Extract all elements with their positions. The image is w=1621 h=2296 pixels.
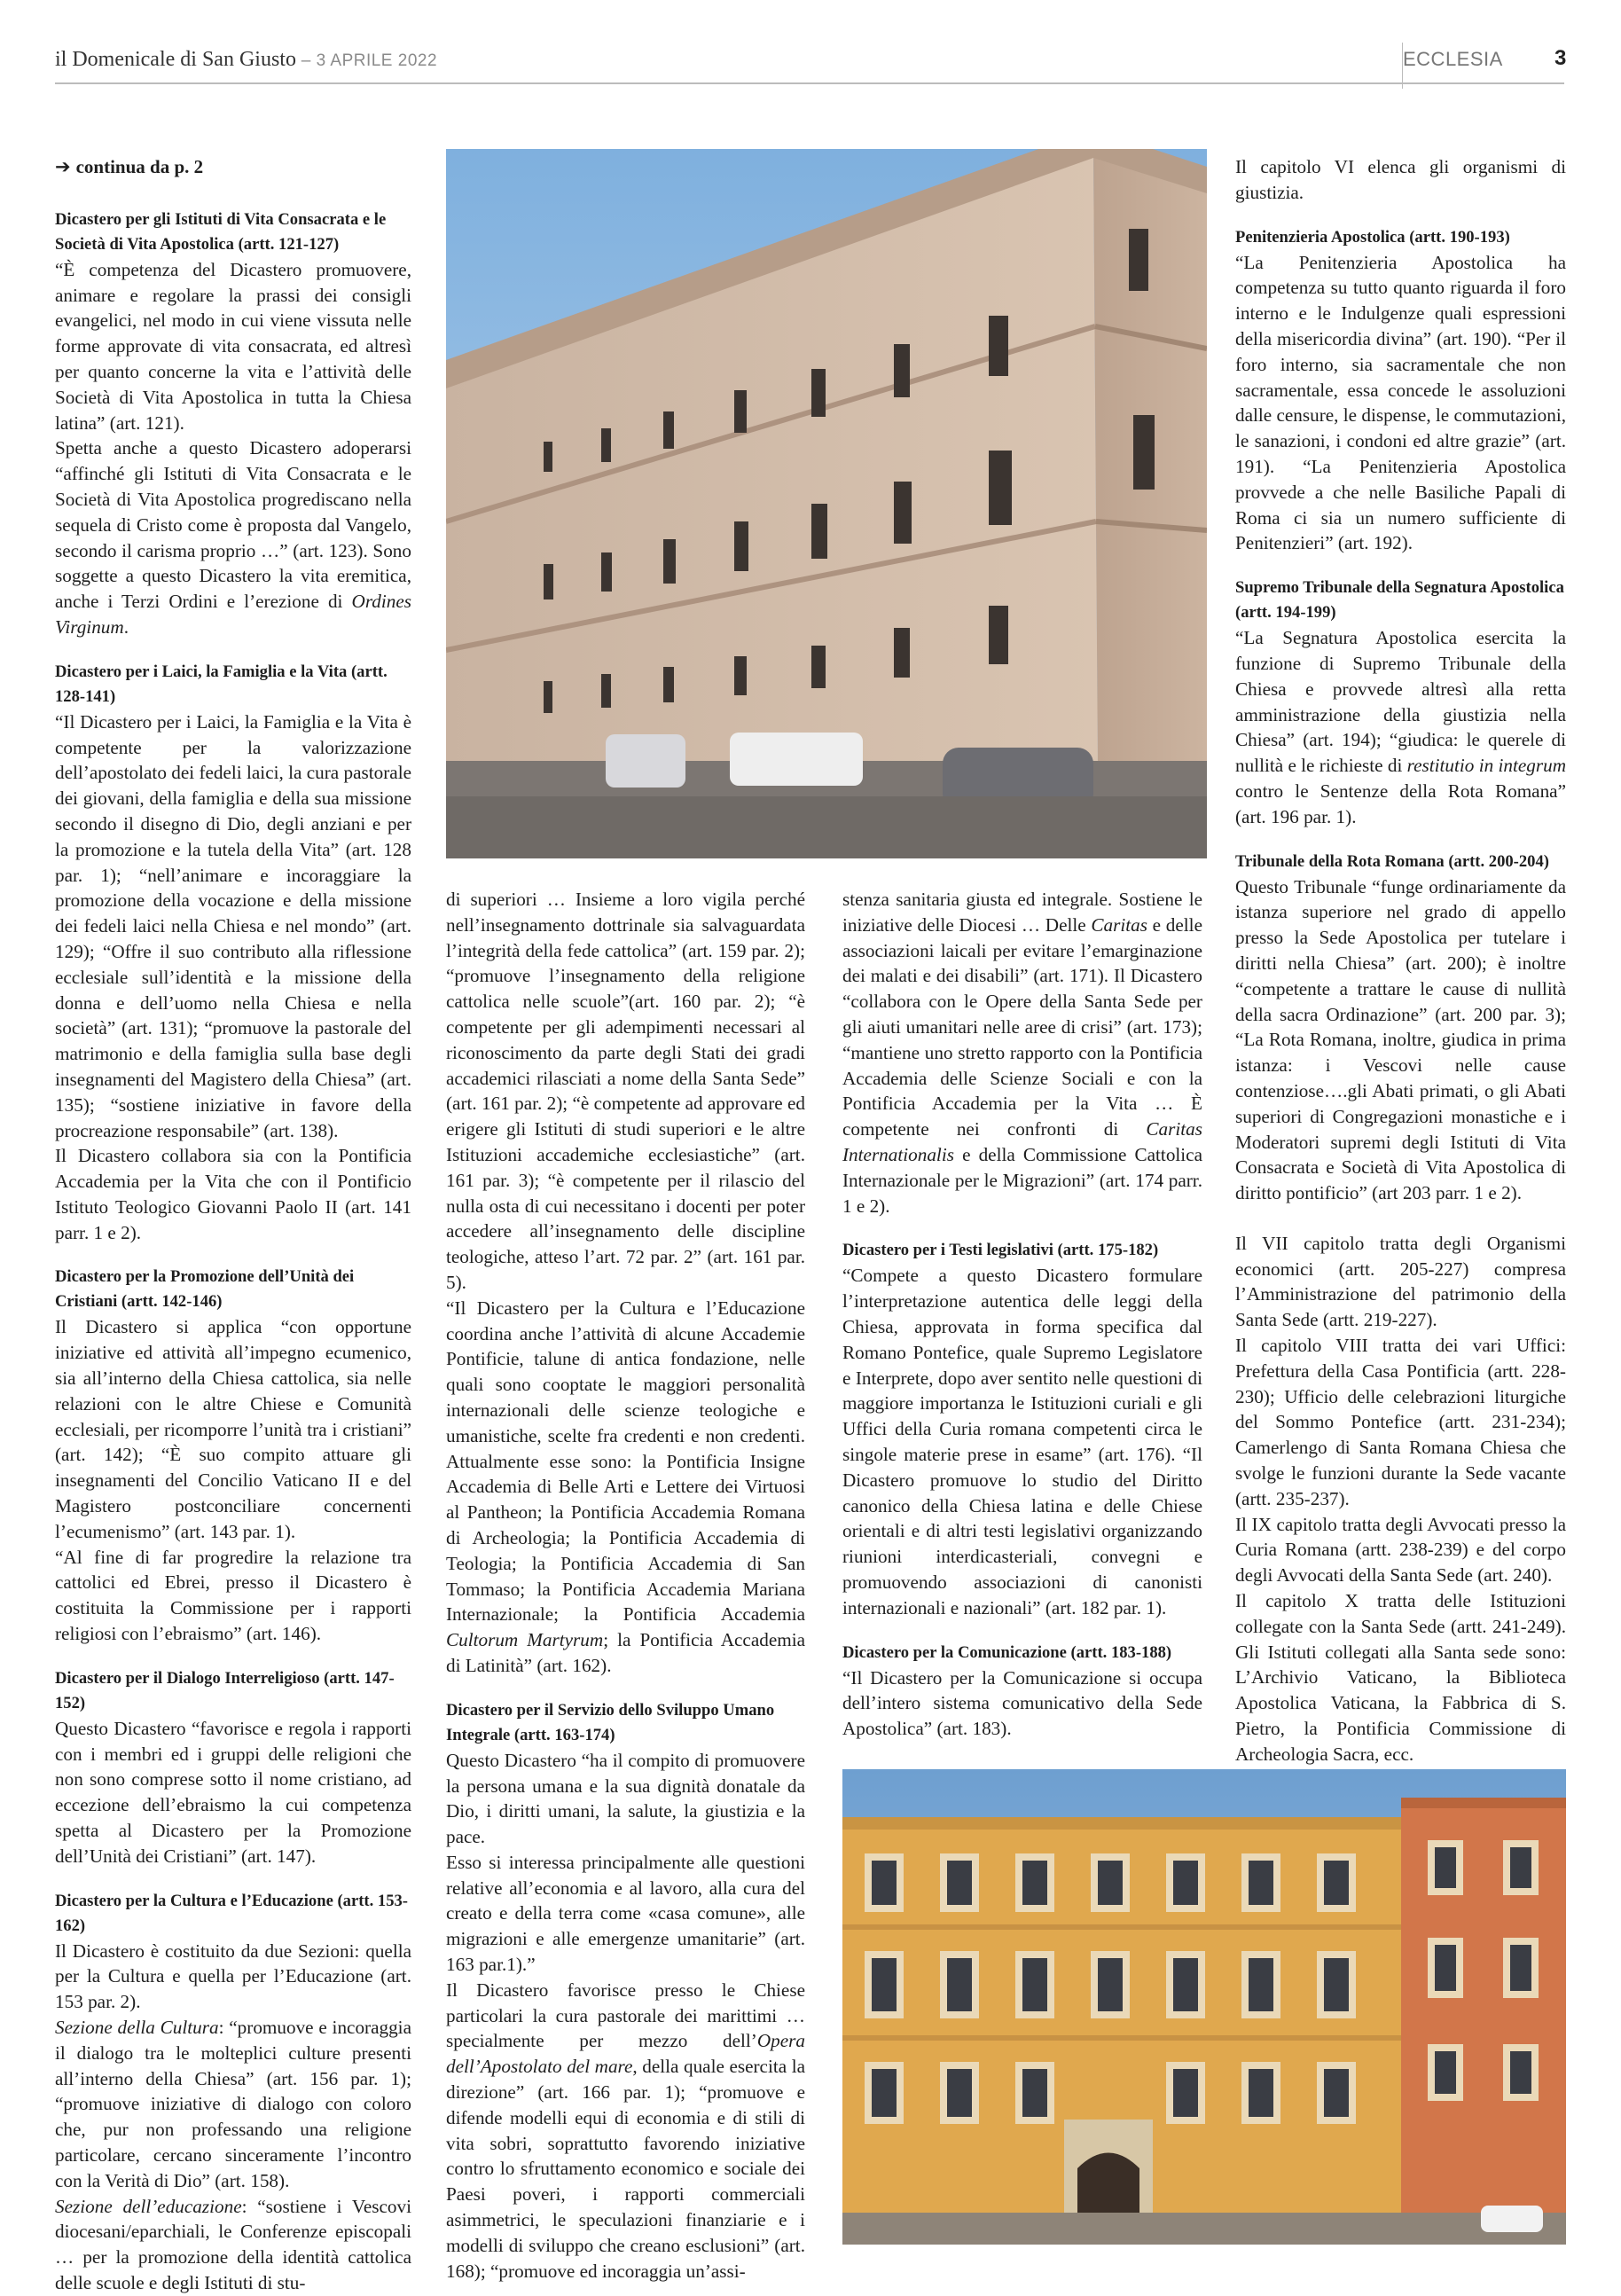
section-heading: Tribunale della Rota Romana (artt. 200-204) — [1235, 851, 1549, 871]
section-heading: Penitenzieria Apostolica (artt. 190-193) — [1235, 227, 1510, 247]
section-heading: Dicastero per la Comunicazione (artt. 183-188) — [842, 1642, 1172, 1662]
section-heading: Dicastero per il Servizio dello Sviluppo Umano Integrale (artt. 163-174) — [446, 1700, 775, 1744]
arrow-right-icon: ➔ — [55, 156, 71, 177]
section-heading: Dicastero per i Testi legislativi (artt. 175-182) — [842, 1241, 1159, 1260]
article-paragraph: Questo Tribunale “funge ordinariamente da istanza superiore nel grado di appello presso la Sede Apostolica per tutelare i diritti nella Chiesa” (art. 200); è inoltre “competente a trattare le cause di nullità della sacra Ordinazione” (art. 200 par. 3); “La Rota Romana, inoltre, giudica in prima istanza: i Vescovi nelle cause contenziose….gli Abati primati, o gli Abati superiori di Congregazioni monastiche e i Moderatori supremi degli Istituti di Vita Consacrata e Società di Vita Apostolica di diritto pontificio” (art 203 parr. 1 e 2). — [1235, 875, 1566, 1204]
article-paragraph: Il capitolo VIII tratta dei vari Uffici: Prefettura della Casa Pontificia (artt. 228-230); Ufficio delle celebrazioni liturgiche del Sommo Pontefice (artt. 231-234); Camerlengo di Santa Romana Chiesa che svolge le funzioni durante la Sede vacante (artt. 235-237). — [1235, 1335, 1566, 1509]
article-paragraph: Il capitolo VI elenca gli organismi di giustizia. — [1235, 156, 1566, 203]
section-name: ECCLESIA — [1403, 48, 1503, 70]
publication-name: il Domenicale di San Giusto — [55, 48, 296, 71]
header-rule — [55, 82, 1564, 84]
article-paragraph: Esso si interessa principalmente alle questioni relative all’economia e al lavoro, alla cura del creato e della terra come «casa comune», alle migrazioni e alle emergenze umanitarie” (art. 163 par.1).” — [446, 1851, 805, 1976]
article-paragraph: Il Dicastero è costituito da due Sezioni: quella per la Cultura e quella per l’Educazione (art. 153 par. 2). — [55, 1939, 411, 2013]
continued-from-label: ➔ continua da p. 2 — [55, 156, 204, 177]
article-paragraph: Il Dicastero favorisce presso le Chiese particolari la cura pastorale dei marittimi … specialmente per mezzo dell’Opera dell’Apostolato del mare, della quale esercita la direzione” (art. 166 par. 1); “promuove e difende modelli equi di economia e di stili di vita sobri, soprattutto favorendo iniziative contro lo sfruttamento economico e sociale dei Paesi poveri, i rapporti commerciali asimmetrici, le speculazioni finanziarie e i modelli di sviluppo che creano esclusioni” (art. 168); “promuove ed incoraggia un’assi- — [446, 1979, 805, 2282]
article-paragraph: Il Dicastero collabora sia con la Pontificia Accademia per la Vita che con il Pontificio Istituto Teologico Giovanni Paolo II (art. 141 parr. 1 e 2). — [55, 1145, 411, 1243]
article-paragraph: Sezione della Cultura: “promuove e incoraggia il dialogo tra le molteplici culture presenti all’interno della Chiesa” (art. 156 par. 1); “promuove iniziative di dialogo con coloro che, pur non professando una religione particolare, cercano sinceramente l’incontro con la Verità di Dio” (art. 158). — [55, 2017, 411, 2191]
paragraph-gap — [1235, 1206, 1566, 1231]
section-heading: Dicastero per la Promozione dell’Unità dei Cristiani (artt. 142-146) — [55, 1267, 355, 1312]
article-paragraph: Il IX capitolo tratta degli Avvocati presso la Curia Romana (artt. 238-239) e del corpo degli Avvocati della Santa Sede (art. 240). — [1235, 1513, 1566, 1587]
page-header — [0, 0, 1621, 89]
column-4 — [1235, 154, 1566, 1920]
building-photo-2 — [842, 1769, 1566, 2245]
issue-date: 3 APRILE 2022 — [316, 51, 438, 70]
article-paragraph: “La Segnatura Apostolica esercita la funzione di Supremo Tribunale della Chiesa e provvede altresì alla retta amministrazione della giustizia nella Chiesa” (art. 194); “giudica: le querele di nullità e le richieste di restitutio in integrum contro le Sentenze della Rota Romana” (art. 196 par. 1). — [1235, 627, 1566, 827]
photo-palazzo-della-cancelleria — [446, 149, 1207, 858]
article-paragraph: Spetta anche a questo Dicastero adoperarsi “affinché gli Istituti di Vita Consacrata e le Società di Vita Apostolica progrediscano nella sequela di Cristo come è proposta dal Vangelo, secondo il carisma proprio …” (art. 123). Sono soggette a questo Dicastero la vita eremitica, anche i Terzi Ordini e l’erezione di Ordines Virginum. — [55, 437, 411, 638]
article-paragraph: stenza sanitaria giusta ed integrale. Sostiene le iniziative delle Diocesi … Delle Caritas e delle associazioni laicali per evitare l’emarginazione dei malati e dei disabili” (art. 171). Il Dicastero “collabora con le Opere della Santa Sede per gli aiuti umanitari nelle aree di crisi” (art. 173); “mantiene uno stretto rapporto con la Pontificia Accademia delle Scienze Sociali e con la Pontificia Accademia per la Vita … È competente nei confronti di Caritas Internationalis e della Commissione Cattolica Internazionale per le Migrazioni” (art. 174 parr. 1 e 2). — [842, 889, 1202, 1217]
article-paragraph: Il capitolo X tratta delle Istituzioni collegate con la Santa Sede (artt. 241-249). Gli Istituti collegati alla Santa sede sono: L’Archivio Vaticano, la Biblioteca Apostolica Vaticana, la Fabbrica di S. Pietro, la Pontificia Commissione di Archeologia Sacra, ecc. — [1235, 1590, 1566, 1765]
article-paragraph: Questo Dicastero “ha il compito di promuovere la persona umana e la sua dignità donatale da Dio, i diritti umani, la salute, la giustizia e la pace. — [446, 1749, 805, 1848]
article-paragraph: “Compete a questo Dicastero formulare l’interpretazione autentica delle leggi della Chiesa, approvata in forma specifica dal Romano Pontefice, quale Supremo Legislatore e Interprete, dopo aver sentito nelle questioni di maggiore importanza le Istituzioni curiali e gli Uffici della Curia romana competenti circa le singole materie prese in esame” (art. 176). “Il Dicastero promuove lo studio del Diritto canonico della Chiesa latina e delle Chiese orientali e di altri testi legislativi organizzando riunioni interdicasteriali, convegni e promuovendo associazioni di canonisti internazionali e nazionali” (art. 182 par. 1). — [842, 1265, 1202, 1618]
article-paragraph: Il Dicastero si applica “con opportune iniziative ed attività all’impegno ecumenico, sia all’interno della Chiesa cattolica, sia nelle relazioni con le altre Chiese e Comunità ecclesiali, per ricomporre l’unità tra i cristiani” (art. 142); “È suo compito attuare gli insegnamenti del Concilio Vaticano II e del Magistero postconciliare concernenti l’ecumenismo” (art. 143 par. 1). — [55, 1316, 411, 1542]
article-paragraph: “Al fine di far progredire la relazione tra cattolici ed Ebrei, presso il Dicastero è costituita la Commissione per i rapporti religiosi con l’ebraismo” (art. 146). — [55, 1546, 411, 1645]
column-3 — [842, 887, 1202, 1742]
header-separator: – — [295, 51, 317, 70]
column-1 — [55, 154, 411, 2296]
section-heading: Dicastero per il Dialogo Interreligioso (artt. 147-152) — [55, 1668, 395, 1712]
article-paragraph: Il VII capitolo tratta degli Organismi economici (artt. 205-227) compresa l’Amministrazione del patrimonio della Santa Sede (artt. 219-227). — [1235, 1232, 1566, 1331]
section-heading: Dicastero per gli Istituti di Vita Consacrata e le Società di Vita Apostolica (artt. 121-127) — [55, 209, 387, 254]
article-paragraph: “La Penitenzieria Apostolica ha competenza su tutto quanto riguarda il foro interno e le Indulgenze quali espressioni della misericordia divina” (art. 190). “Per il foro interno, sia sacramentale che non sacramentale, essa concede le assoluzioni dalle censure, le dispense, le commutazioni, le sanazioni, i condoni ed altre grazie” (art. 191). “La Penitenzieria Apostolica provvede a che nelle Basiliche Papali di Roma ci sia un numero sufficiente di Penitenzieri” (art. 192). — [1235, 251, 1567, 554]
page-number: 3 — [1554, 46, 1567, 70]
section-heading: Supremo Tribunale della Segnatura Apostolica (artt. 194-199) — [1235, 578, 1564, 623]
article-paragraph: Questo Dicastero “favorisce e regola i rapporti con i membri ed i gruppi delle religioni che non sono comprese sotto il nome cristiano, ad eccezione dell’ebraismo la cui competenza spetta al Dicastero per la Promozione dell’Unità dei Cristiani” (art. 147). — [55, 1717, 411, 1867]
header-masthead — [55, 48, 437, 72]
article-paragraph: “Il Dicastero per la Comunicazione si occupa dell’intero sistema comunicativo della Sede Apostolica” (art. 183). — [842, 1666, 1202, 1740]
section-heading: Dicastero per i Laici, la Famiglia e la Vita (artt. 128-141) — [55, 662, 388, 706]
article-paragraph: Sezione dell’educazione: “sostiene i Vescovi diocesani/eparchiali, le Conferenze episcopali … per la promozione della identità cattolica delle scuole e degli Istituti di stu- — [55, 2195, 411, 2293]
column-2 — [446, 887, 805, 2284]
article-paragraph: “È competenza del Dicastero promuovere, animare e regolare la prassi dei consigli evangelici, nel modo in cui viene vissuta nelle forme approvate di vita consacrata, ed altresì per quanto concerne la vita e l’attività delle Società di Vita Apostolica in tutta la Chiesa latina” (art. 121). — [55, 258, 411, 434]
article-paragraph: di superiori … Insieme a loro vigila perché nell’insegnamento dottrinale sia salvaguardata l’integrità della fede cattolica” (art. 159 par. 2); “promuove l’insegnamento della religione cattolica nelle scuole”(art. 160 par. 2); “è competente per gli adempimenti necessari al riconoscimento da parte degli Stati dei gradi accademici rilasciati a nome della Santa Sede” (art. 161 par. 2); “è competente ad approvare ed erigere gli Istituti di studi superiori e le altre Istituzioni accademiche ecclesiastiche” (art. 161 par. 3); “è competente per il rilascio del nulla osta di cui necessitano i docenti per poter accedere all’insegnamento delle discipline teologiche, atteso l’art. 72 par. 2” (art. 161 par. 5). — [446, 889, 805, 1293]
building-photo-1 — [446, 149, 1207, 858]
article-paragraph: “Il Dicastero per la Cultura e l’Educazione coordina anche l’attività di alcune Accademie Pontificie, talune di antica fondazione, nelle quali sono cooptate le maggiori personalità internazionali delle scienze teologiche e umanistiche, scelte fra credenti e non credenti. Attualmente esse sono: la Pontificia Insigne Accademia di Belle Arti e Lettere dei Virtuosi al Pantheon; la Pontificia Accademia Romana di Archeologia; la Pontificia Accademia di Teologia; la Pontificia Accademia di San Tommaso; la Pontificia Accademia Mariana Internazionale; la Pontificia Accademia Cultorum Martyrum; la Pontificia Accademia di Latinità” (art. 162). — [446, 1297, 806, 1676]
photo-palazzo-facade-yellow — [842, 1769, 1566, 2245]
article-paragraph: “Il Dicastero per i Laici, la Famiglia e la Vita è competente per la valorizzazione dell’apostolato dei fedeli laici, la cura pastorale dei giovani, della famiglia e della sua missione secondo il disegno di Dio, degli anziani e per la promozione e la tutela della Vita” (art. 128 par. 1); “nell’animare e incoraggiare la promozione della vocazione e della missione dei fedeli laici nella Chiesa e nel mondo” (art. 129); “Offre il suo contributo alla riflessione ecclesiale sull’identità e la missione della donna e dell’uomo nella Chiesa e nella società” (art. 131); “promuove la pastorale del matrimonio e della famiglia sulla base degli insegnamenti del Magistero della Chiesa” (art. 135); “sostiene iniziative in favore della procreazione responsabile” (art. 138). — [55, 710, 411, 1141]
section-heading: Dicastero per la Cultura e l’Educazione (artt. 153-162) — [55, 1891, 408, 1935]
